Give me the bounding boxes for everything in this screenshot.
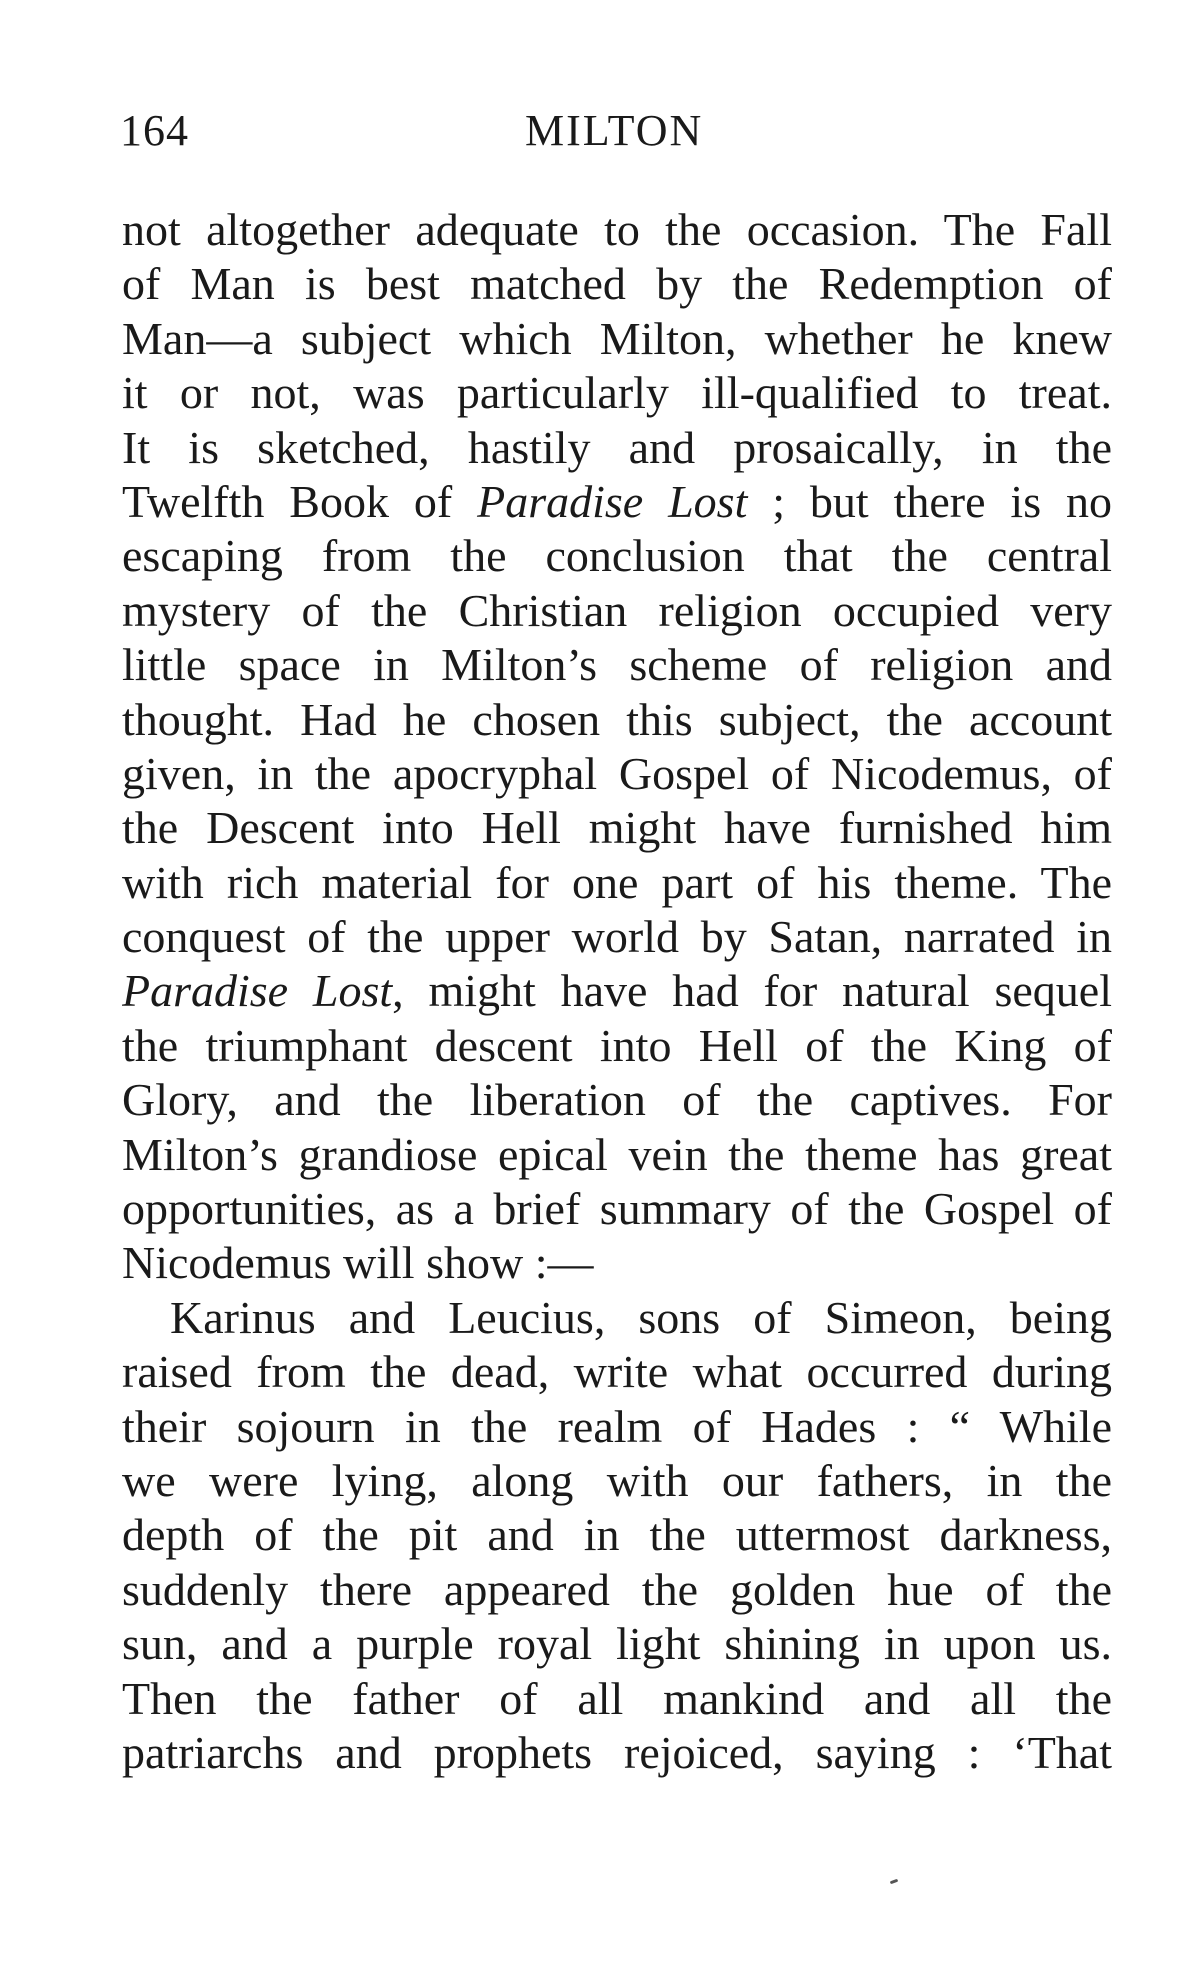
running-title: MILTON xyxy=(525,106,704,155)
text-line: it or not, was particularly ill-qualified to treat. xyxy=(122,367,1112,419)
text-line: raised from the dead, write what occurred during xyxy=(122,1346,1112,1398)
text-line: escaping from the conclusion that the central xyxy=(122,530,1112,582)
text-line: patriarchs and prophets rejoiced, saying : ‘That xyxy=(122,1726,1112,1778)
text-line: conquest of the upper world by Satan, narrated in xyxy=(122,911,1112,963)
text-line: Nicodemus will show :— xyxy=(122,1237,594,1289)
text-line: their sojourn in the realm of Hades : “ While xyxy=(122,1400,1112,1452)
text-line: the triumphant descent into Hell of the King of xyxy=(122,1019,1112,1071)
paragraph-2 xyxy=(122,1291,1112,1781)
text-line: we were lying, along with our fathers, in the xyxy=(122,1454,1112,1506)
text-line: Karinus and Leucius, sons of Simeon, being xyxy=(170,1291,1112,1343)
page-header xyxy=(0,105,1200,165)
text-line: Man—a subject which Milton, whether he knew xyxy=(122,312,1112,364)
text-line: Paradise Lost, might have had for natural sequel xyxy=(122,965,1112,1017)
text-line: with rich material for one part of his theme. The xyxy=(122,856,1112,908)
text-line: depth of the pit and in the uttermost darkness, xyxy=(122,1509,1112,1561)
paragraph-1 xyxy=(122,203,1112,1291)
book-title-italic: Paradise Lost xyxy=(122,965,393,1017)
text-line: Twelfth Book of Paradise Lost ; but there is no xyxy=(122,475,1112,527)
text-line: suddenly there appeared the golden hue of the xyxy=(122,1563,1112,1615)
text-line: Glory, and the liberation of the captives. For xyxy=(122,1074,1112,1126)
text-line: Then the father of all mankind and all the xyxy=(122,1672,1112,1724)
ink-speck xyxy=(890,1879,899,1885)
text-line: Milton’s grandiose epical vein the theme has great xyxy=(122,1128,1112,1180)
text-line: given, in the apocryphal Gospel of Nicodemus, of xyxy=(122,747,1112,799)
text-line: thought. Had he chosen this subject, the account xyxy=(122,693,1112,745)
text-line: sun, and a purple royal light shining in upon us. xyxy=(122,1618,1112,1670)
page-number: 164 xyxy=(120,106,189,155)
text-line: the Descent into Hell might have furnished him xyxy=(122,802,1112,854)
text-line: little space in Milton’s scheme of religion and xyxy=(122,639,1112,691)
body-text xyxy=(122,203,1112,1780)
text-line: of Man is best matched by the Redemption of xyxy=(122,258,1112,310)
book-title-italic: Paradise Lost xyxy=(477,475,748,527)
text-line: mystery of the Christian religion occupied very xyxy=(122,584,1112,636)
text-line: It is sketched, hastily and prosaically, in the xyxy=(122,421,1112,473)
text-line: not altogether adequate to the occasion. The Fall xyxy=(122,204,1112,255)
text-line: opportunities, as a brief summary of the Gospel of xyxy=(122,1183,1112,1235)
